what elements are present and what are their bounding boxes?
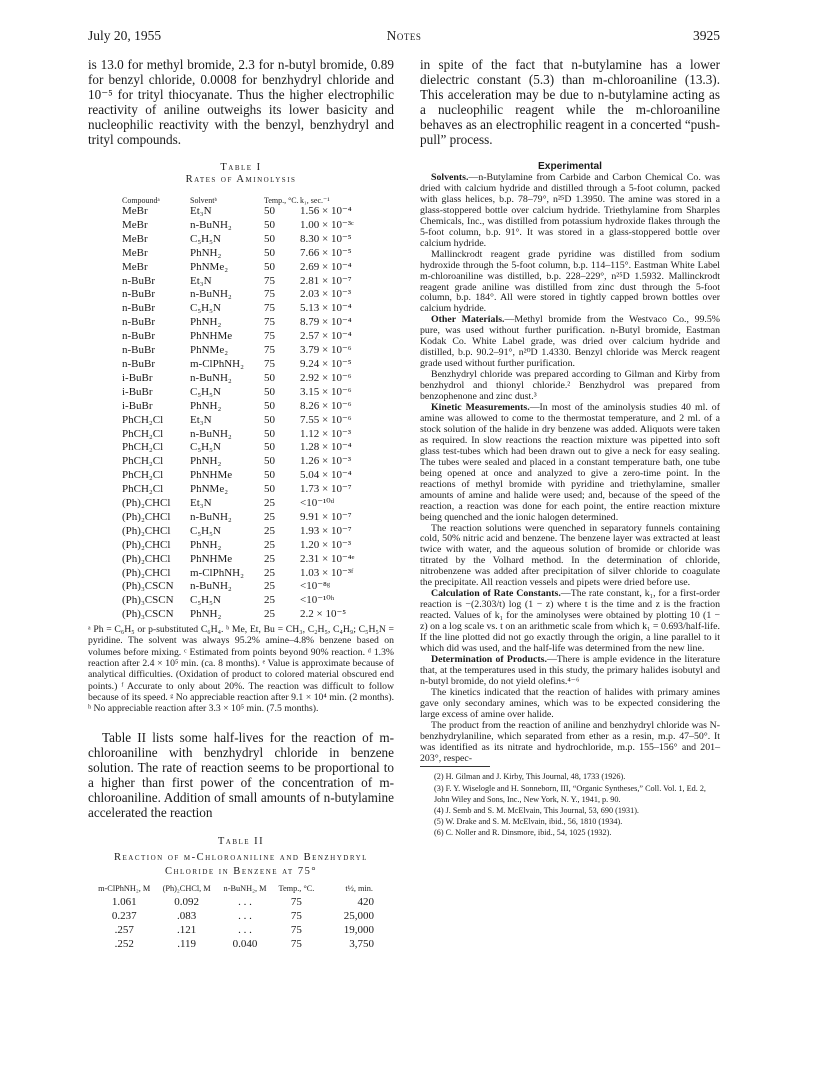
table2-header: (Ph)₂CHCl, M — [162, 883, 211, 893]
table1-cell: PhCH₂Cl — [122, 413, 164, 426]
table1-cell: n-BuNH₂ — [190, 580, 232, 593]
table2-cell: 75 — [290, 895, 302, 908]
table1-cell: 2.57 × 10⁻⁴ — [300, 330, 352, 343]
table1-cell: i-BuBr — [122, 399, 153, 412]
other-materials-heading: Other Materials. — [431, 314, 505, 326]
header-date: July 20, 1955 — [88, 28, 162, 43]
table2-cell: 75 — [290, 923, 302, 936]
table1-cell: 50 — [264, 455, 275, 468]
table1-cell: C₅H₅N — [190, 302, 221, 315]
table1-header-solvent: Solventᵇ — [190, 196, 217, 205]
table1-row — [122, 316, 384, 330]
kinetics-paragraph: The kinetics indicated that the reaction of halides with primary amines gave only secondary amines, which was to be expected considering the large excess of amine over halide. — [420, 686, 720, 720]
table1-cell: <10⁻¹⁰ᵈ — [300, 497, 335, 510]
table1-cell: 5.04 × 10⁻⁴ — [300, 469, 352, 482]
table1-cell: 75 — [264, 288, 275, 301]
table1-cell: 1.26 × 10⁻³ — [300, 455, 352, 468]
table1-cell: (Ph)₃CSCN — [122, 608, 174, 621]
table2-header: Temp., °C. — [278, 883, 315, 893]
table1-cell: 50 — [264, 218, 275, 231]
table1-cell: 25 — [264, 580, 275, 593]
calculation-text: —The rate constant, k₁, for a first-order reaction is −(2.303/t) log (1 − z) where t is the time and z is the fraction reacted. Values of k₁ for the aminolyses were obtained by plotting 10 (1 − z) on a log scale vs. t on an arithmetic scale from which k₁ = 0.693/half-life. If the line plotted did not go exactly through the origin, a line parallel to it which did was used, and the half-life was determined from the new line. — [420, 588, 720, 654]
table1-cell: n-BuBr — [122, 302, 155, 315]
table1-cell: (Ph)₃CSCN — [122, 594, 174, 607]
table1-row — [122, 386, 384, 400]
table1-cell: i-BuBr — [122, 371, 153, 384]
table1-cell: 1.28 × 10⁻⁴ — [300, 441, 352, 454]
table1-cell: 75 — [264, 302, 275, 315]
table1-cell: n-BuBr — [122, 344, 155, 357]
table1-cell: 8.79 × 10⁻⁴ — [300, 316, 352, 329]
table1-cell: 1.73 × 10⁻⁷ — [300, 483, 352, 496]
table1-row — [122, 455, 384, 469]
table1-cell: PhNH₂ — [190, 608, 222, 621]
table1-cell: n-BuNH₂ — [190, 288, 232, 301]
table1-cell: n-BuNH₂ — [190, 510, 232, 523]
table1-cell: PhCH₂Cl — [122, 469, 164, 482]
table1-cell: n-BuBr — [122, 330, 155, 343]
reference-item: (6) C. Noller and R. Dinsmore, ibid., 54, 1025 (1932). — [434, 827, 612, 837]
table1-row — [122, 469, 384, 483]
table2-cell: 0.237 — [111, 909, 137, 922]
table1-cell: MeBr — [122, 232, 148, 245]
table1-row — [122, 539, 384, 553]
table1-cell: 75 — [264, 330, 275, 343]
table1-cell: MeBr — [122, 260, 148, 273]
mallinckrodt-paragraph: Mallinckrodt reagent grade pyridine was distilled from sodium hydroxide through the 5-foot column, b.p. 114–115°. Eastman White Label m-chloroaniline was distilled, b.p. 228–229°, n²⁵D 1.5932. Mallinckrodt reagent grade aniline was distilled from zinc dust through the 5-foot column, b.p. 184°. All were stored in tightly capped brown bottles over calcium hydride. — [420, 248, 720, 315]
references — [420, 771, 720, 838]
table1-cell: MeBr — [122, 205, 148, 217]
table1-row — [122, 261, 384, 275]
table2-header: t½, min. — [345, 883, 373, 893]
table1-cell: 75 — [264, 316, 275, 329]
table1-cell: 7.55 × 10⁻⁶ — [300, 413, 352, 426]
table1-row — [122, 219, 384, 233]
reference-item: (5) W. Drake and S. M. McElvain, ibid., 56, 1810 (1934). — [434, 816, 623, 826]
table1-cell: 25 — [264, 497, 275, 510]
page-number: 3925 — [693, 28, 720, 43]
table1-row — [122, 525, 384, 539]
table1-cell: m-ClPhNH₂ — [190, 357, 244, 370]
other-materials-text: —Methyl bromide from the Westvaco Co., 99.5% pure, was used without further purification. n-Butyl bromide, Eastman Kodak Co. White Label grade, was dried over calcium hydride and distilled, b.p. 90.2–91°, n²⁰D 1.4330. Benzyl chloride was Merck reagent grade used without further purification. — [420, 314, 721, 370]
product-paragraph: The product from the reaction of aniline and benzhydryl chloride was N-benzhydrylaniline, which separated from ether as a resin, m.p. 47–50°. It was identified as its nitrate and hydrochloride, m.p. 155–156° and 201–203°, respec- — [420, 719, 720, 764]
reference-item: (4) J. Semb and S. M. McElvain, This Journal, 53, 690 (1931). — [434, 805, 639, 815]
table1-cell: PhNH₂ — [190, 246, 222, 259]
page-header — [88, 28, 720, 48]
table1-cell: (Ph)₂CHCl — [122, 510, 171, 523]
table1-row — [122, 483, 384, 497]
table2-cell: .121 — [177, 923, 197, 936]
table2-cell: 3,750 — [349, 937, 374, 950]
benzhydryl-paragraph: Benzhydryl chloride was prepared according to Gilman and Kirby from benzhydrol and thionyl chloride.² Benzhydrol was prepared from benzophenone and zinc dust.³ — [420, 369, 720, 403]
left-paragraph-2: Table II lists some half-lives for the reaction of m-chloroaniline with benzhydryl chloride in benzene solution. The rate of reaction seems to be proportional to a higher than first power of the concentration of m-chloroaniline. Addition of small amounts of n-butylamine accelerated the reaction — [88, 729, 394, 820]
table1-cell: m-ClPhNH₂ — [190, 566, 244, 579]
table1-header-compound: Compoundᵃ — [122, 196, 160, 205]
table2 — [94, 883, 374, 951]
table1-cell: 25 — [264, 594, 275, 607]
table1-row — [122, 247, 384, 261]
table1-cell: n-BuNH₂ — [190, 371, 232, 384]
table2-cell: 0.092 — [174, 895, 200, 908]
table1-cell: PhNH₂ — [190, 399, 222, 412]
kinetic-text: —In most of the aminolysis studies 40 ml. of amine was allowed to come to the thermostat temperature, and 2 ml. of a stock solution of the halide in dry benzene was added. Aliquots were taken as required. In slow reactions the reaction mixture was pipetted into soft glass test-tubes which had been drawn out to give a neck for easy sealing. The tubes were sealed and placed in a constant temperature bath, one tube being opened at once and analyzed to give a zero-time point. In the reactions of methyl bromide with pyridine and triethylamine, smaller amounts of amine and halide were used; and, because of the speed of the reaction, a reaction was done for each point, the entire reaction mixture being quenched and the ionic halogen determined. — [420, 402, 721, 523]
table1-cell: 25 — [264, 538, 275, 551]
table1-cell: (Ph)₃CSCN — [122, 580, 174, 593]
quenched-paragraph: The reaction solutions were quenched in separatory funnels containing cold, 50% nitric acid and benzene. The benzene layer was extracted at least twice with water, and the aqueous solution of bromide or chloride was titrated by the Volhard method. In the determination of chloride, nitrobenzene was added after precipitation of silver chloride to coagulate the precipitate. All reaction vessels and pipets were dried before use. — [420, 522, 720, 589]
table1 — [122, 187, 384, 622]
table1-label: Table I — [220, 162, 262, 173]
table1-cell: 75 — [264, 274, 275, 287]
table1-cell: MeBr — [122, 218, 148, 231]
table1-cell: C₅H₅N — [190, 232, 221, 245]
table2-cell: .252 — [114, 937, 134, 950]
table1-row — [122, 358, 384, 372]
table1-row — [122, 608, 384, 622]
table2-cell: .257 — [114, 923, 134, 936]
table1-cell: 50 — [264, 260, 275, 273]
table1-row — [122, 344, 384, 358]
kinetic-heading: Kinetic Measurements. — [431, 402, 530, 414]
table1-cell: PhNMe₂ — [190, 483, 229, 496]
table1-cell: 2.81 × 10⁻⁷ — [300, 274, 352, 287]
table1-cell: 25 — [264, 552, 275, 565]
table1-cell: 9.24 × 10⁻⁵ — [300, 357, 352, 370]
table1-cell: 50 — [264, 469, 275, 482]
table1-cell: n-BuBr — [122, 274, 155, 287]
table1-cell: n-BuBr — [122, 357, 155, 370]
left-intro-paragraph: is 13.0 for methyl bromide, 2.3 for n-butyl bromide, 0.89 for benzyl chloride, 0.0008 for benzhydryl chloride and 10⁻⁵ for trityl thiocyanate. Thus the higher electrophilic reactivity of aniline outweighs its lower basicity and nucleophilic reactivity with the benzyl, benzhydryl and trityl compounds. — [88, 57, 394, 147]
table1-cell: i-BuBr — [122, 385, 153, 398]
table1-cell: PhCH₂Cl — [122, 455, 164, 468]
table1-cell: PhCH₂Cl — [122, 441, 164, 454]
table2-cell: 75 — [290, 937, 302, 950]
table1-cell: PhNH₂ — [190, 316, 222, 329]
table1-cell: n-BuNH₂ — [190, 427, 232, 440]
table2-cell: 75 — [290, 909, 302, 922]
table2-cell: .119 — [177, 937, 197, 950]
table1-cell: 2.03 × 10⁻³ — [300, 288, 352, 301]
table1-cell: 50 — [264, 371, 275, 384]
table1-cell: 50 — [264, 441, 275, 454]
table1-cell: 25 — [264, 608, 275, 621]
table1-cell: 1.20 × 10⁻³ — [300, 538, 352, 551]
table1-cell: 25 — [264, 510, 275, 523]
table1-cell: (Ph)₂CHCl — [122, 524, 171, 537]
table1-header-temp: Temp., °C. — [264, 196, 299, 205]
reference-item: (2) H. Gilman and J. Kirby, This Journal, 48, 1733 (1926). — [434, 772, 626, 782]
table1-row — [122, 372, 384, 386]
table1-cell: 8.26 × 10⁻⁶ — [300, 399, 352, 412]
table1-cell: n-BuBr — [122, 316, 155, 329]
table2-row — [94, 937, 374, 951]
table2-label: Table II — [217, 835, 265, 847]
table2-header: n-BuNH₂, M — [223, 883, 267, 893]
table1-cell: PhCH₂Cl — [122, 427, 164, 440]
calculation-paragraph — [420, 589, 720, 655]
table1-row — [122, 330, 384, 344]
other-materials-paragraph — [420, 315, 720, 370]
table1-title: Rates of Aminolysis — [185, 174, 297, 185]
table1-cell: 50 — [264, 413, 275, 426]
table1-row — [122, 580, 384, 594]
table1-row — [122, 205, 384, 219]
table1-row — [122, 288, 384, 302]
table1-row — [122, 414, 384, 428]
table1-cell: C₅H₅N — [190, 385, 221, 398]
table1-cell: n-BuNH₂ — [190, 218, 232, 231]
solvents-paragraph — [420, 173, 720, 250]
table1-cell: <10⁻¹⁰ʰ — [300, 594, 335, 607]
table1-cell: PhNHMe — [190, 552, 233, 565]
table1-row — [122, 302, 384, 316]
table1-footnote: ᵃ Ph = C₆H₅ or p-substituted C₆H₄. ᵇ Me, Et, Bu = CH₃, C₂H₅, C₄H₉; C₅H₅N = pyridine. The solvent was always 95.2% amine–4.8% benzene based on volumes before mixing. ᶜ Estimated from points beyond 90% reaction. ᵈ 1.3% reaction after 2.4 × 10⁵ min. (ca. 8 months). ᵉ Value is approximate because of analytical difficulties. (Oxidation of product to colored material obscured end points.) ᶠ Accurate to only about 20%. The reaction was difficult to follow because of its speed. ᵍ No appreciable reaction after 9.1 × 10⁴ min. (2 months). ʰ No appreciable reaction after 3.3 × 10⁵ min. (7.5 months). — [88, 624, 394, 715]
footnote-divider — [420, 766, 490, 767]
solvents-text: —n-Butylamine from Carbide and Carbon Chemical Co. was dried with calcium hydride and distilled through a 5-foot column, packed with glass helices, b.p. 78–79°, n²⁵D 1.3950. The amine was stored in a glass-stoppered bottle over calcium hydride. Triethylamine from Sharples Chemicals, Inc., was distilled from potassium hydroxide flakes through the 5-foot column, b.p. 91°. It was stored in a glass-stoppered bottle over calcium hydride. — [420, 172, 720, 249]
determination-paragraph — [420, 655, 720, 688]
table1-cell: 75 — [264, 357, 275, 370]
table1-cell: 2.31 × 10⁻⁴ᵉ — [300, 552, 355, 565]
table1-cell: 2.92 × 10⁻⁶ — [300, 371, 352, 384]
table2-cell: . . . — [238, 895, 252, 908]
table2-cell: .083 — [177, 909, 197, 922]
table1-row — [122, 428, 384, 442]
table2-cell: . . . — [238, 909, 252, 922]
table1-row — [122, 553, 384, 567]
table1-cell: PhNMe₂ — [190, 344, 229, 357]
table1-cell: 1.12 × 10⁻³ — [300, 427, 352, 440]
table1-cell: 50 — [264, 205, 275, 217]
table1-cell: 9.91 × 10⁻⁷ — [300, 510, 352, 523]
solvents-heading: Solvents. — [431, 172, 469, 183]
table2-row — [94, 895, 374, 909]
table1-row — [122, 594, 384, 608]
header-section: Notes — [386, 28, 422, 43]
table1-cell: (Ph)₂CHCl — [122, 497, 171, 510]
table1-row — [122, 511, 384, 525]
table1-cell: C₅H₅N — [190, 524, 221, 537]
table1-cell: Et₃N — [190, 274, 212, 287]
experimental-heading: Experimental — [538, 161, 602, 172]
table1-cell: 25 — [264, 524, 275, 537]
table2-cell: 25,000 — [343, 909, 374, 922]
table1-cell: 50 — [264, 232, 275, 245]
table1-cell: C₅H₅N — [190, 594, 221, 607]
table2-row — [94, 923, 374, 937]
table1-cell: Et₃N — [190, 205, 212, 217]
table1-cell: 50 — [264, 483, 275, 496]
table1-cell: n-BuBr — [122, 288, 155, 301]
table1-cell: PhNHMe — [190, 469, 233, 482]
table1-cell: PhCH₂Cl — [122, 483, 164, 496]
table1-cell: 25 — [264, 566, 275, 579]
table1-cell: 1.56 × 10⁻⁴ — [300, 205, 352, 217]
left-column — [88, 57, 394, 951]
table1-cell: 3.79 × 10⁻⁶ — [300, 344, 352, 357]
table1-row — [122, 441, 384, 455]
table1-cell: 2.2 × 10⁻⁵ — [300, 608, 347, 621]
table1-cell: Et₃N — [190, 497, 212, 510]
table2-cell: 1.061 — [111, 895, 137, 908]
table1-cell: 1.93 × 10⁻⁷ — [300, 524, 352, 537]
calculation-heading: Calculation of Rate Constants. — [431, 588, 561, 600]
table1-cell: PhNHMe — [190, 330, 233, 343]
table1-row — [122, 567, 384, 581]
table1-cell: (Ph)₂CHCl — [122, 538, 171, 551]
table2-title: Reaction of m-Chloroaniline and Benzhydryl Chloride in Benzene at 75° — [114, 851, 368, 877]
table2-cell: 19,000 — [343, 923, 374, 936]
table2-row — [94, 909, 374, 923]
table1-cell: 50 — [264, 246, 275, 259]
table2-header: m-ClPhNH₂, M — [98, 883, 151, 893]
table1-cell: (Ph)₂CHCl — [122, 552, 171, 565]
table1-row — [122, 400, 384, 414]
table1-cell: 2.69 × 10⁻⁴ — [300, 260, 352, 273]
table1-cell: 7.66 × 10⁻⁵ — [300, 246, 352, 259]
table1-cell: Et₃N — [190, 413, 212, 426]
table1-cell: PhNH₂ — [190, 538, 222, 551]
table1-cell: C₅H₅N — [190, 441, 221, 454]
right-column — [420, 57, 720, 838]
right-intro-paragraph: in spite of the fact that n-butylamine has a lower dielectric constant (5.3) than m-chloroaniline (13.3). This acceleration may be due to n-butylamine acting as a nucleophilic reagent while the m-chloroaniline behaves as an electrophilic reagent in a concerted “push-pull” process. — [420, 57, 720, 147]
table1-header-k: k₁, sec.⁻¹ — [300, 196, 330, 205]
table1-row — [122, 497, 384, 511]
table1-cell: 75 — [264, 344, 275, 357]
table1-cell: 5.13 × 10⁻⁴ — [300, 302, 352, 315]
table1-cell: 8.30 × 10⁻⁵ — [300, 232, 352, 245]
table1-cell: 3.15 × 10⁻⁶ — [300, 385, 352, 398]
kinetic-paragraph — [420, 403, 720, 523]
table1-cell: 50 — [264, 385, 275, 398]
table1-cell: 1.03 × 10⁻³ᶠ — [300, 566, 354, 579]
table1-cell: PhNH₂ — [190, 455, 222, 468]
table1-cell: MeBr — [122, 246, 148, 259]
table1-cell: <10⁻⁸ᵍ — [300, 580, 331, 593]
table2-cell: 0.040 — [232, 937, 258, 950]
table1-cell: PhNMe₂ — [190, 260, 229, 273]
table1-row — [122, 275, 384, 289]
table2-cell: 420 — [357, 895, 374, 908]
table1-cell: 50 — [264, 427, 275, 440]
table1-cell: 50 — [264, 399, 275, 412]
determination-text: —There is ample evidence in the literature that, at the temperatures used in this study, the primary halides isobutyl and n-butyl bromide, do not yield olefins.⁴⁻⁶ — [420, 653, 720, 687]
reference-item: (3) F. Y. Wiselogle and H. Sonneborn, III, “Organic Syntheses,” Coll. Vol. 1, Ed. 2, John Wiley and Sons, Inc., New York, N. Y., 1941, p. 90. — [434, 783, 706, 804]
table1-cell: 1.00 × 10⁻³ᶜ — [300, 218, 354, 231]
determination-heading: Determination of Products. — [431, 653, 547, 665]
table1-cell: (Ph)₂CHCl — [122, 566, 171, 579]
table2-cell: . . . — [238, 923, 252, 936]
table1-row — [122, 233, 384, 247]
